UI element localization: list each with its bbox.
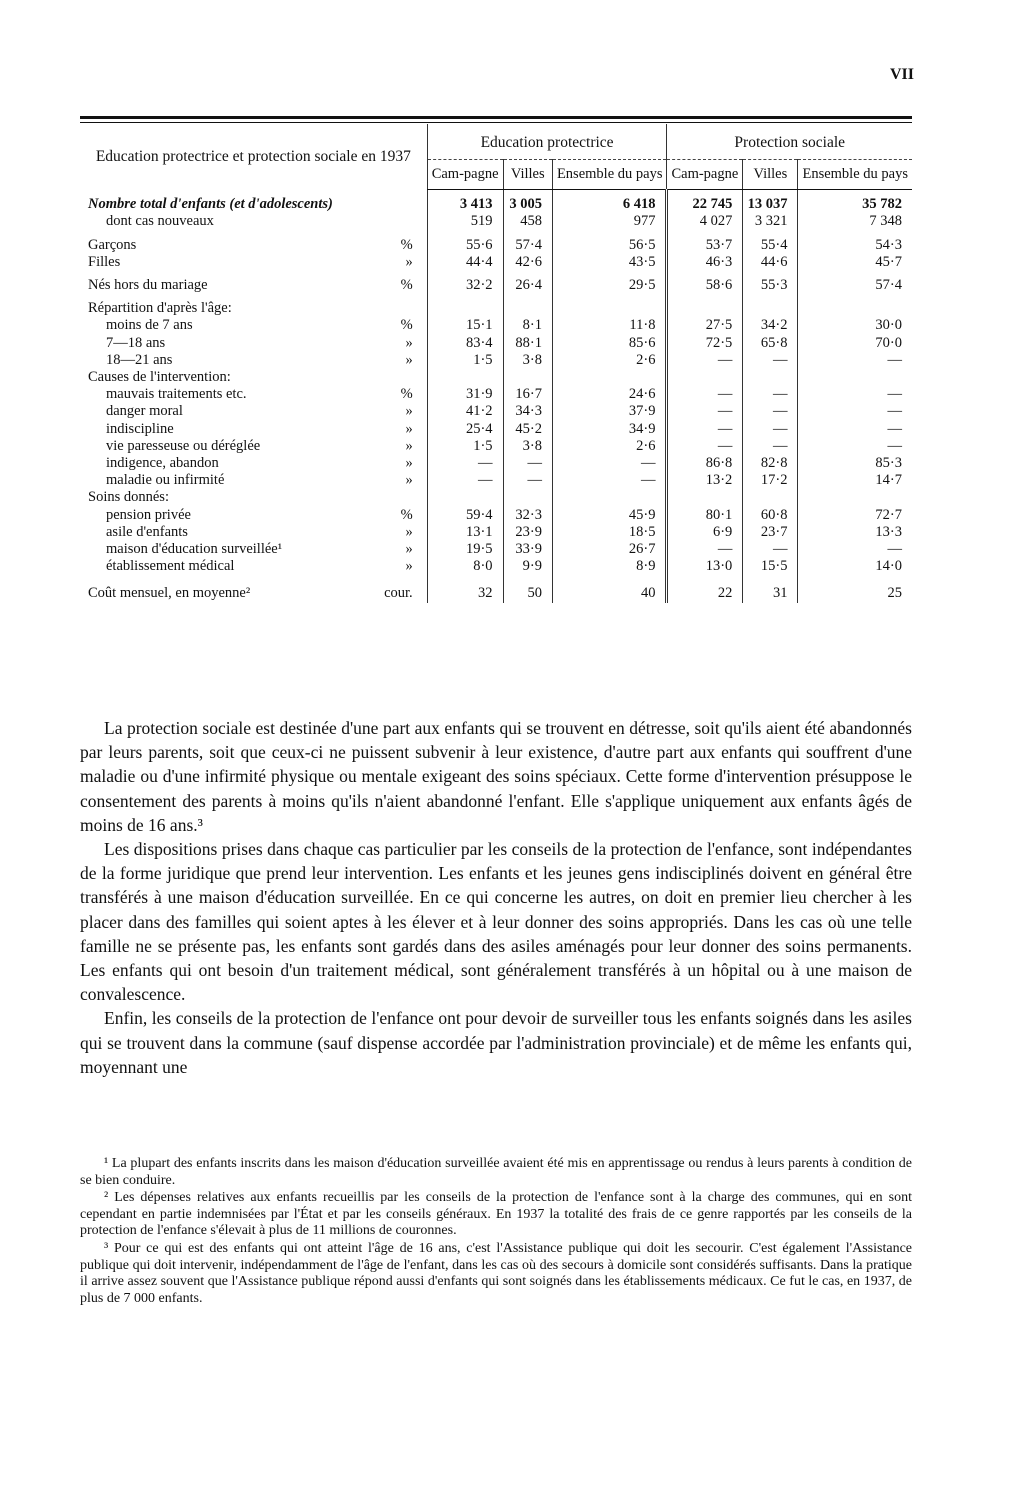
cell-value: 56·5 (552, 231, 667, 254)
row-unit: » (405, 541, 413, 558)
cell-value: 30·0 (798, 317, 912, 334)
cell-value: 13 037 (743, 190, 798, 214)
table-row (80, 455, 912, 472)
cell-value: — (667, 352, 743, 369)
table-row (80, 317, 912, 334)
cell-value: 35 782 (798, 190, 912, 214)
cell-value: 72·7 (798, 507, 912, 524)
cell-value: 54·3 (798, 231, 912, 254)
cell-value: 33·9 (503, 541, 552, 558)
cell-value: 13·1 (427, 524, 503, 541)
table-row (80, 403, 912, 420)
table-body (80, 190, 912, 603)
cell-value: 19·5 (427, 541, 503, 558)
cell-value: 43·5 (552, 254, 667, 271)
cell-value: — (798, 386, 912, 403)
cell-value: 15·1 (427, 317, 503, 334)
row-unit: » (405, 437, 413, 454)
cell-value: 15·5 (743, 558, 798, 575)
cell-value: 8·9 (552, 558, 667, 575)
cell-value (667, 369, 743, 386)
body-text (80, 716, 912, 1079)
cell-value: 40 (552, 575, 667, 602)
cell-value: 34·3 (503, 403, 552, 420)
cell-value: 3 413 (427, 190, 503, 214)
cell-value: — (427, 472, 503, 489)
cell-value: 3·8 (503, 438, 552, 455)
cell-value: 23·7 (743, 524, 798, 541)
row-unit: » (405, 523, 413, 540)
table-row (80, 352, 912, 369)
row-unit: cour. (384, 585, 413, 602)
cell-value: 3 321 (743, 213, 798, 230)
row-label: Nombre total d'enfants (et d'adolescents) (88, 195, 333, 212)
row-label: moins de 7 ans (106, 317, 193, 334)
cell-value: — (667, 386, 743, 403)
page-number: VII (889, 66, 914, 83)
cell-value: 8·1 (503, 317, 552, 334)
cell-value: 1·5 (427, 352, 503, 369)
cell-value: 45·9 (552, 507, 667, 524)
cell-value: 8·0 (427, 558, 503, 575)
cell-value (798, 369, 912, 386)
cell-value: 6·9 (667, 524, 743, 541)
cell-value: 2·6 (552, 438, 667, 455)
row-label: indigence, abandon (106, 455, 219, 472)
cell-value: — (743, 438, 798, 455)
subheader: Villes (743, 160, 798, 190)
subheader: Ensemble du pays (798, 160, 912, 190)
cell-value: 60·8 (743, 507, 798, 524)
cell-value: 65·8 (743, 335, 798, 352)
cell-value (427, 369, 503, 386)
subheader: Ensemble du pays (552, 160, 667, 190)
row-label: vie paresseuse ou déréglée (106, 437, 261, 454)
cell-value: — (552, 455, 667, 472)
cell-value: 46·3 (667, 254, 743, 271)
row-unit: » (405, 351, 413, 368)
row-unit: » (405, 455, 413, 472)
cell-value: 59·4 (427, 507, 503, 524)
footnote: ¹ La plupart des enfants inscrits dans les maison d'éducation surveillée avaient été mis en apprentissage ou rendus à leurs parents à condition de se bien conduire. (80, 1156, 912, 1188)
cell-value (798, 489, 912, 506)
table-row (80, 231, 912, 254)
table-row (80, 472, 912, 489)
cell-value (552, 369, 667, 386)
cell-value: — (667, 421, 743, 438)
cell-value (503, 489, 552, 506)
cell-value: — (503, 455, 552, 472)
cell-value: 2·6 (552, 352, 667, 369)
cell-value: 9·9 (503, 558, 552, 575)
cell-value: 13·0 (667, 558, 743, 575)
cell-value: — (427, 455, 503, 472)
row-label: mauvais traitements etc. (106, 386, 247, 403)
cell-value: — (503, 472, 552, 489)
cell-value: 32 (427, 575, 503, 602)
cell-value (427, 489, 503, 506)
row-label: maison d'éducation surveillée¹ (106, 541, 283, 558)
row-unit: » (405, 334, 413, 351)
cell-value: 458 (503, 213, 552, 230)
cell-value: 23·9 (503, 524, 552, 541)
row-unit: » (405, 558, 413, 575)
cell-value: 977 (552, 213, 667, 230)
footnote: ² Les dépenses relatives aux enfants recueillis par les conseils de la protection de l'enfance sont à la charge des communes, qui en sont cependant en partie indemnisées par l'État et par les conseils généraux. En 1937 la totalité des frais de ce genre rapportés par les conseils de la protection de l'enfance s'élevait à plus de 11 millions de couronnes. (80, 1190, 912, 1239)
cell-value: 3 005 (503, 190, 552, 214)
cell-value: 32·3 (503, 507, 552, 524)
cell-value: 44·6 (743, 254, 798, 271)
cell-value: — (667, 403, 743, 420)
row-label: Répartition d'après l'âge: (88, 300, 232, 317)
cell-value: 519 (427, 213, 503, 230)
table-row (80, 213, 912, 230)
cell-value: 37·9 (552, 403, 667, 420)
cell-value: 31·9 (427, 386, 503, 403)
table-row (80, 524, 912, 541)
table-row (80, 254, 912, 271)
cell-value: 82·8 (743, 455, 798, 472)
row-unit (380, 213, 427, 230)
cell-value: — (667, 541, 743, 558)
row-label: pension privée (106, 506, 191, 523)
cell-value: — (743, 352, 798, 369)
cell-value (503, 369, 552, 386)
subheader: Villes (503, 160, 552, 190)
cell-value: — (743, 421, 798, 438)
cell-value (743, 294, 798, 317)
paragraph: Enfin, les conseils de la protection de l'enfance ont pour devoir de surveiller tous les enfants soignés dans les asiles qui se trouvent dans la commune (sauf dispense accordée par l'administration provinciale) et de même les enfants qui, moyennant une (80, 1008, 912, 1077)
row-unit: % (400, 236, 413, 253)
cell-value: 26·4 (503, 271, 552, 294)
cell-value: 3·8 (503, 352, 552, 369)
cell-value: 55·3 (743, 271, 798, 294)
cell-value: 41·2 (427, 403, 503, 420)
cell-value: 45·2 (503, 421, 552, 438)
cell-value: 85·6 (552, 335, 667, 352)
row-label: dont cas nouveaux (106, 213, 214, 230)
row-unit: % (400, 386, 413, 403)
cell-value: 57·4 (798, 271, 912, 294)
row-label: Soins donnés: (88, 489, 169, 506)
subheader: Cam-pagne (427, 160, 503, 190)
statistics-table (80, 124, 912, 603)
cell-value: 88·1 (503, 335, 552, 352)
row-unit: % (400, 277, 413, 294)
cell-value: 25·4 (427, 421, 503, 438)
group-header-protection: Protection sociale (667, 124, 912, 160)
cell-value: 24·6 (552, 386, 667, 403)
cell-value: 55·4 (743, 231, 798, 254)
cell-value: 14·7 (798, 472, 912, 489)
cell-value: 53·7 (667, 231, 743, 254)
cell-value: 34·9 (552, 421, 667, 438)
cell-value: 26·7 (552, 541, 667, 558)
cell-value: 70·0 (798, 335, 912, 352)
cell-value (667, 294, 743, 317)
cell-value: — (798, 403, 912, 420)
table-row (80, 294, 912, 317)
row-label: 7—18 ans (106, 334, 166, 351)
table-row (80, 489, 912, 506)
row-unit: % (400, 317, 413, 334)
cell-value: — (798, 541, 912, 558)
row-unit: » (405, 253, 413, 270)
row-unit (380, 294, 427, 317)
cell-value: — (743, 403, 798, 420)
row-unit: % (400, 506, 413, 523)
table-row (80, 335, 912, 352)
cell-value (503, 294, 552, 317)
top-rule-thin (80, 122, 912, 123)
cell-value: 32·2 (427, 271, 503, 294)
footnotes (80, 1156, 912, 1308)
row-label: asile d'enfants (106, 523, 188, 540)
cell-value: 1·5 (427, 438, 503, 455)
cell-value: 50 (503, 575, 552, 602)
cell-value: 4 027 (667, 213, 743, 230)
row-unit (380, 369, 427, 386)
cell-value: 13·3 (798, 524, 912, 541)
cell-value (743, 489, 798, 506)
cell-value (427, 294, 503, 317)
row-label: Causes de l'intervention: (88, 369, 231, 386)
cell-value: 31 (743, 575, 798, 602)
row-label: 18—21 ans (106, 351, 173, 368)
subheader: Cam-pagne (667, 160, 743, 190)
table-row (80, 386, 912, 403)
row-label: indiscipline (106, 420, 174, 437)
row-label: Coût mensuel, en moyenne² (88, 585, 251, 602)
cell-value (667, 489, 743, 506)
cell-value: — (798, 438, 912, 455)
cell-value: 42·6 (503, 254, 552, 271)
table-row (80, 541, 912, 558)
row-label: Garçons (88, 236, 137, 253)
cell-value (798, 294, 912, 317)
cell-value: — (552, 472, 667, 489)
cell-value: 7 348 (798, 213, 912, 230)
group-header-education: Education protectrice (427, 124, 667, 160)
footnote: ³ Pour ce qui est des enfants qui ont atteint l'âge de 16 ans, c'est l'Assistance publique qui doit les secourir. C'est également l'Assistance publique qui doit intervenir, indépendamment de l'âge de l'enfant, dans les cas où des secours à domicile sont considérés suffisants. Dans la pratique il arrive assez souvent que l'Assistance publique répond aussi d'enfants qui sont soignés dans les établissements médicaux. Ce fut le cas, en 1937, de plus de 7 000 enfants. (80, 1240, 912, 1306)
cell-value: — (798, 421, 912, 438)
cell-value: 57·4 (503, 231, 552, 254)
cell-value: 29·5 (552, 271, 667, 294)
row-label: Filles (88, 253, 121, 270)
cell-value: — (798, 352, 912, 369)
cell-value: 85·3 (798, 455, 912, 472)
table-row (80, 271, 912, 294)
table-row (80, 369, 912, 386)
cell-value: 34·2 (743, 317, 798, 334)
cell-value (743, 369, 798, 386)
cell-value: 45·7 (798, 254, 912, 271)
row-label: danger moral (106, 403, 183, 420)
cell-value: 16·7 (503, 386, 552, 403)
cell-value: 55·6 (427, 231, 503, 254)
paragraph: La protection sociale est destinée d'une part aux enfants qui se trouvent en détresse, soit qu'ils aient été abandonnés par leurs parents, soit que ceux-ci ne puissent subvenir à leur existence, d'autre part aux enfants qui souffrent d'une maladie ou d'une infirmité physique ou mentale exigeant des soins spéciaux. Cette forme d'intervention présuppose le consentement des parents à moins qu'ils n'aient abandonné l'enfant. Elle s'applique uniquement aux enfants âgés de moins de 16 ans.³ (80, 718, 912, 835)
table-row (80, 507, 912, 524)
table-title: Education protectrice et protection sociale en 1937 (95, 147, 411, 165)
row-unit: » (405, 403, 413, 420)
paragraph: Les dispositions prises dans chaque cas particulier par les conseils de la protection de l'enfance, sont indépendantes de la forme juridique que prend leur intervention. Les enfants et les jeunes gens indisciplinés doivent en général être transférés à une maison d'éducation surveillée. En ce qui concerne les autres, on doit en premier lieu chercher à les placer dans des familles qui soient aptes à les élever et à leur donner des soins appropriés. Dans les cas où une telle famille ne se présente pas, les enfants sont gardés dans des asiles aménagés pour leur donner des soins permanents. Les enfants qui ont besoin d'un traitement médical, sont généralement transférés à un hôpital ou à une maison de convalescence. (80, 839, 912, 1005)
cell-value: 80·1 (667, 507, 743, 524)
cell-value: 25 (798, 575, 912, 602)
table-row (80, 558, 912, 575)
cell-value: 72·5 (667, 335, 743, 352)
row-unit: » (405, 420, 413, 437)
cell-value: 83·4 (427, 335, 503, 352)
cell-value: — (743, 541, 798, 558)
table-row (80, 421, 912, 438)
table-row (80, 438, 912, 455)
row-unit: » (405, 472, 413, 489)
cell-value: 22 745 (667, 190, 743, 214)
cell-value: 18·5 (552, 524, 667, 541)
table-row (80, 190, 912, 214)
table-row (80, 575, 912, 602)
row-unit (380, 489, 427, 506)
cell-value: 17·2 (743, 472, 798, 489)
cell-value: 14·0 (798, 558, 912, 575)
row-label: maladie ou infirmité (106, 472, 225, 489)
row-unit (380, 190, 427, 214)
cell-value: 86·8 (667, 455, 743, 472)
row-label: Nés hors du mariage (88, 277, 208, 294)
cell-value (552, 294, 667, 317)
top-rule (80, 116, 912, 119)
cell-value: — (743, 386, 798, 403)
cell-value: 6 418 (552, 190, 667, 214)
cell-value: 22 (667, 575, 743, 602)
cell-value: — (667, 438, 743, 455)
cell-value: 58·6 (667, 271, 743, 294)
cell-value (552, 489, 667, 506)
row-label: établissement médical (106, 558, 235, 575)
cell-value: 27·5 (667, 317, 743, 334)
cell-value: 44·4 (427, 254, 503, 271)
cell-value: 11·8 (552, 317, 667, 334)
cell-value: 13·2 (667, 472, 743, 489)
